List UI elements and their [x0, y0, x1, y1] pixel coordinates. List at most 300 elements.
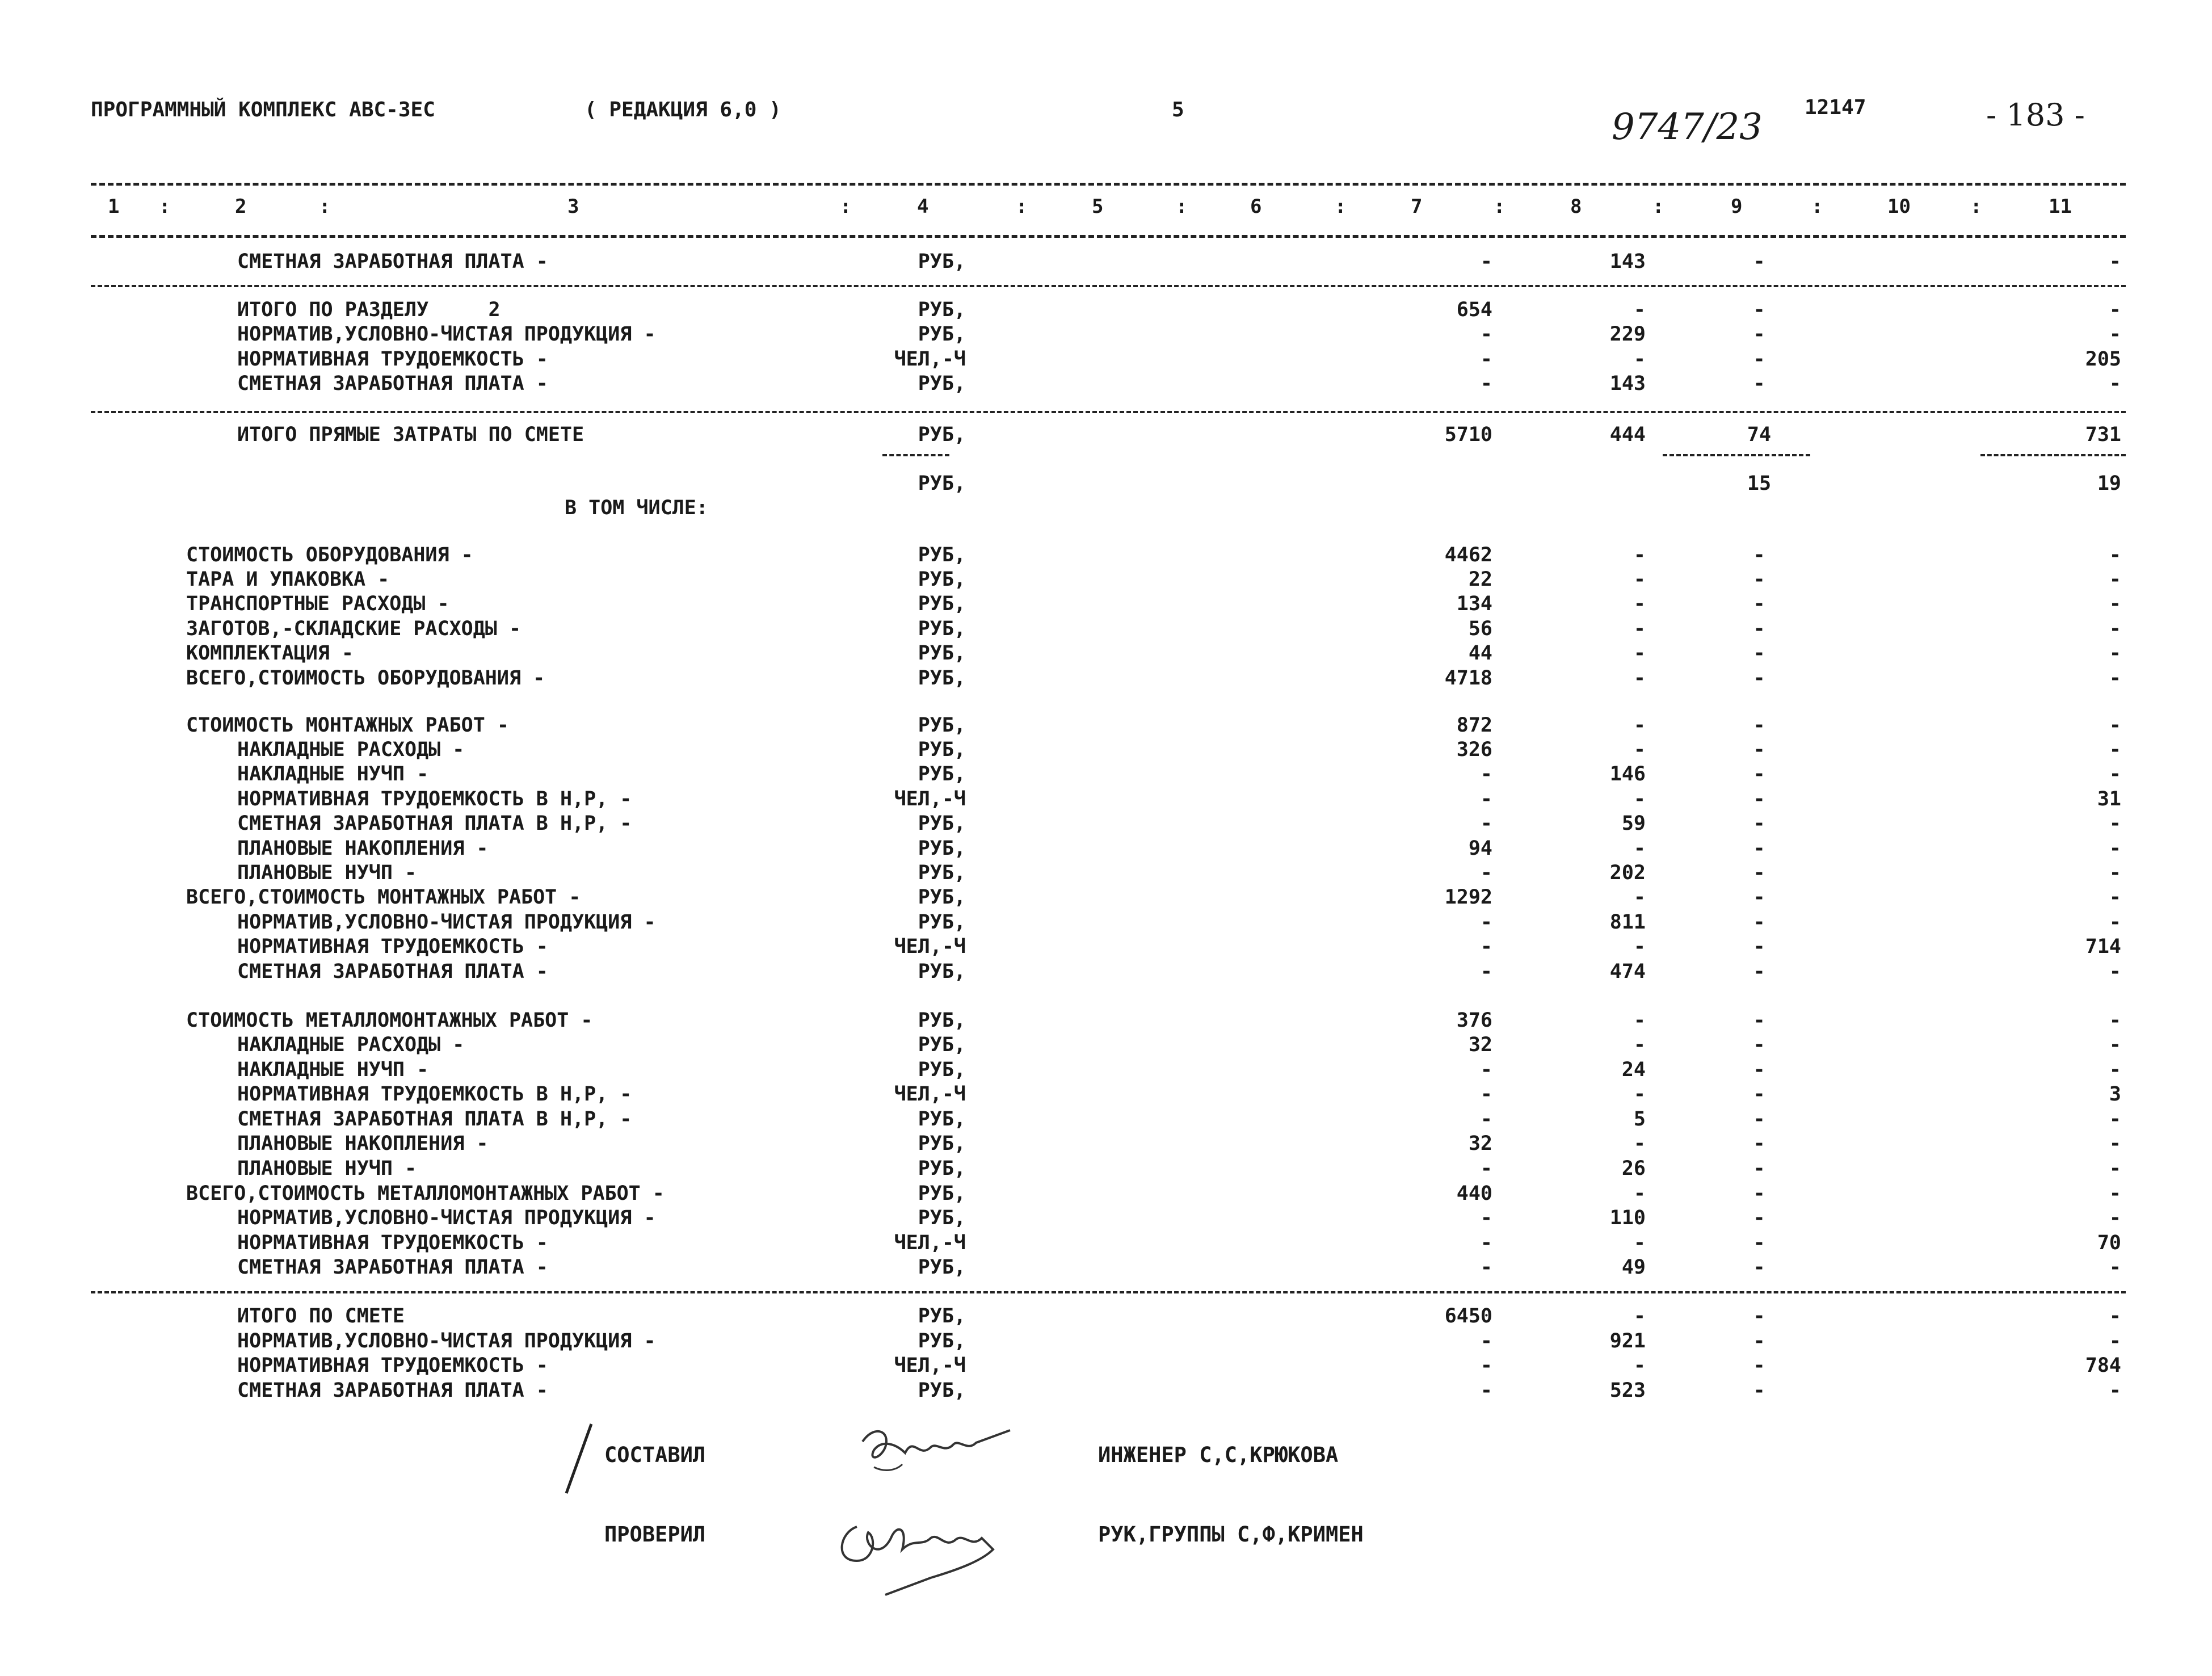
row-col-11: -	[2109, 911, 2121, 934]
row-col-11: -	[2109, 1182, 2121, 1205]
column-number: 10	[1887, 195, 1911, 218]
row-unit: РУБ,	[918, 1379, 966, 1402]
row-col-11: -	[2109, 960, 2121, 983]
row-unit: РУБ,	[918, 299, 966, 321]
row-col-9: -	[1753, 1182, 1765, 1205]
row-col-11: -	[2109, 642, 2121, 665]
table-row	[0, 543, 2212, 567]
column-number: 3	[567, 195, 579, 218]
row-label: ИТОГО ПО СМЕТЕ	[237, 1305, 405, 1328]
row-col-7: 440	[1456, 1182, 1492, 1205]
row-col-8: 202	[1609, 862, 1646, 884]
row-col-7: 376	[1456, 1009, 1492, 1032]
row-label: ПЛАНОВЫЕ НАКОПЛЕНИЯ -	[237, 837, 489, 860]
row-col-9: -	[1753, 862, 1765, 884]
row-unit: РУБ,	[918, 544, 966, 566]
row-col-8: 474	[1609, 960, 1646, 983]
row-col-8: -	[1633, 667, 1646, 690]
row-unit: ЧЕЛ,-Ч	[894, 348, 966, 371]
row-col-11: 714	[2085, 935, 2121, 958]
row-unit: РУБ,	[918, 1330, 966, 1352]
row-label: СМЕТНАЯ ЗАРАБОТНАЯ ПЛАТА -	[237, 372, 548, 395]
row-unit: РУБ,	[918, 911, 966, 934]
row-label: СМЕТНАЯ ЗАРАБОТНАЯ ПЛАТА -	[237, 1256, 548, 1279]
row-col-8: -	[1633, 788, 1646, 810]
row-label: ВСЕГО,СТОИМОСТЬ МОНТАЖНЫХ РАБОТ -	[186, 886, 581, 909]
table-row	[0, 1033, 2212, 1057]
row-col-7: 22	[1468, 568, 1492, 591]
row-label: СМЕТНАЯ ЗАРАБОТНАЯ ПЛАТА -	[237, 250, 548, 273]
row-unit: РУБ,	[918, 886, 966, 909]
table-row	[0, 298, 2212, 322]
row-col-11: -	[2109, 714, 2121, 737]
row-col-7: 6450	[1444, 1305, 1492, 1328]
row-col-11: 3	[2109, 1083, 2121, 1106]
row-col-8: -	[1633, 618, 1646, 640]
row-col-7: -	[1480, 862, 1492, 884]
row-label: ИТОГО ПО РАЗДЕЛУ 2	[237, 299, 501, 321]
row-col-9: -	[1753, 1157, 1765, 1180]
row-col-9: -	[1753, 1379, 1765, 1402]
table-row	[0, 1304, 2212, 1328]
row-label: НОРМАТИВ,УСЛОВНО-ЧИСТАЯ ПРОДУКЦИЯ -	[237, 1330, 656, 1352]
row-col-9: -	[1753, 1058, 1765, 1081]
table-row	[0, 423, 2212, 447]
column-separator: :	[1811, 195, 1823, 218]
table-row	[0, 787, 2212, 811]
header-bottom-rule	[91, 235, 2126, 238]
row-unit: РУБ,	[918, 738, 966, 761]
row-col-7: -	[1480, 1256, 1492, 1279]
row-col-8: -	[1633, 299, 1646, 321]
row-col-11: 31	[2097, 788, 2121, 810]
row-col-7: -	[1480, 1232, 1492, 1254]
row-col-11: -	[2109, 862, 2121, 884]
row-col-9: -	[1753, 299, 1765, 321]
row-label: НОРМАТИВНАЯ ТРУДОЕМКОСТЬ -	[237, 348, 548, 371]
row-col-11: 731	[2085, 423, 2121, 446]
row-label: СМЕТНАЯ ЗАРАБОТНАЯ ПЛАТА В Н,Р, -	[237, 812, 632, 835]
header-top-rule	[91, 183, 2126, 186]
row-col-8: -	[1633, 837, 1646, 860]
column-separator: :	[159, 195, 171, 218]
table-row	[0, 496, 2212, 520]
row-col-7: 32	[1468, 1132, 1492, 1155]
row-unit: РУБ,	[918, 1009, 966, 1032]
row-col-11: -	[2109, 1379, 2121, 1402]
row-col-8: -	[1633, 738, 1646, 761]
row-col-7: 1292	[1444, 886, 1492, 909]
row-col-9: -	[1753, 1009, 1765, 1032]
table-row	[0, 1329, 2212, 1353]
row-col-9: -	[1753, 1305, 1765, 1328]
row-col-7: 32	[1468, 1034, 1492, 1056]
row-col-8: -	[1633, 1354, 1646, 1377]
table-row	[0, 1206, 2212, 1230]
row-col-8: -	[1633, 1083, 1646, 1106]
row-col-7: -	[1480, 250, 1492, 273]
row-unit: ЧЕЛ,-Ч	[894, 1083, 966, 1106]
row-col-7: 134	[1456, 593, 1492, 615]
row-col-11: -	[2109, 323, 2121, 346]
sub-rule	[1663, 454, 1810, 456]
row-unit: ЧЕЛ,-Ч	[894, 1232, 966, 1254]
row-col-9: -	[1753, 593, 1765, 615]
column-number: 7	[1411, 195, 1423, 218]
row-col-11: -	[2109, 1330, 2121, 1352]
row-col-9: -	[1753, 788, 1765, 810]
row-col-7: -	[1480, 911, 1492, 934]
row-label: НАКЛАДНЫЕ РАСХОДЫ -	[237, 738, 465, 761]
row-label: В ТОМ ЧИСЛЕ:	[565, 497, 708, 519]
table-row	[0, 472, 2212, 495]
row-col-11: 19	[2097, 472, 2121, 495]
row-col-8: -	[1633, 348, 1646, 371]
section-rule	[91, 411, 2126, 413]
row-col-8: -	[1633, 1305, 1646, 1328]
row-col-9: -	[1753, 812, 1765, 835]
table-row	[0, 812, 2212, 835]
table-row	[0, 372, 2212, 396]
row-label: НАКЛАДНЫЕ РАСХОДЫ -	[237, 1034, 465, 1056]
row-col-9: -	[1753, 250, 1765, 273]
row-col-9: -	[1753, 642, 1765, 665]
row-col-9: -	[1753, 618, 1765, 640]
signature-checker	[823, 1498, 1027, 1601]
row-col-7: -	[1480, 1108, 1492, 1131]
table-row	[0, 347, 2212, 371]
column-separator: :	[1652, 195, 1664, 218]
row-col-11: 205	[2085, 348, 2121, 371]
table-row	[0, 1354, 2212, 1377]
row-col-11: -	[2109, 1157, 2121, 1180]
table-row	[0, 861, 2212, 885]
row-label: НОРМАТИВ,УСЛОВНО-ЧИСТАЯ ПРОДУКЦИЯ -	[237, 323, 656, 346]
row-col-7: -	[1480, 788, 1492, 810]
row-label: НОРМАТИВНАЯ ТРУДОЕМКОСТЬ В Н,Р, -	[237, 1083, 632, 1106]
row-col-8: -	[1633, 1232, 1646, 1254]
row-unit: РУБ,	[918, 1157, 966, 1180]
sub-rule	[882, 454, 949, 456]
row-label: СМЕТНАЯ ЗАРАБОТНАЯ ПЛАТА -	[237, 1379, 548, 1402]
row-unit: ЧЕЛ,-Ч	[894, 1354, 966, 1377]
row-col-9: -	[1753, 348, 1765, 371]
row-col-8: 143	[1609, 250, 1646, 273]
row-unit: РУБ,	[918, 960, 966, 983]
table-row	[0, 960, 2212, 984]
row-col-11: -	[2109, 372, 2121, 395]
edition-label: ( РЕДАКЦИЯ 6,0 )	[584, 98, 781, 121]
row-col-8: 26	[1621, 1157, 1646, 1180]
row-unit: РУБ,	[918, 250, 966, 273]
row-col-8: 110	[1609, 1207, 1646, 1229]
row-col-9: -	[1753, 323, 1765, 346]
row-col-11: -	[2109, 886, 2121, 909]
row-col-9: -	[1753, 372, 1765, 395]
section-rule	[91, 285, 2126, 287]
row-col-11: -	[2109, 667, 2121, 690]
row-unit: РУБ,	[918, 1256, 966, 1279]
row-col-9: 15	[1747, 472, 1772, 495]
row-col-8: 229	[1609, 323, 1646, 346]
table-row	[0, 1009, 2212, 1032]
row-unit: РУБ,	[918, 714, 966, 737]
row-unit: РУБ,	[918, 1058, 966, 1081]
handwritten-code: 9747/23	[1612, 106, 1763, 148]
row-col-7: 654	[1456, 299, 1492, 321]
row-col-11: -	[2109, 618, 2121, 640]
row-col-11: -	[2109, 1009, 2121, 1032]
table-row	[0, 1157, 2212, 1181]
row-col-7: -	[1480, 1207, 1492, 1229]
row-label: СМЕТНАЯ ЗАРАБОТНАЯ ПЛАТА -	[237, 960, 548, 983]
row-col-7: -	[1480, 812, 1492, 835]
signature-composer	[851, 1419, 1021, 1481]
row-col-9: -	[1753, 1232, 1765, 1254]
row-label: НОРМАТИВНАЯ ТРУДОЕМКОСТЬ -	[237, 935, 548, 958]
row-col-9: -	[1753, 960, 1765, 983]
row-col-9: -	[1753, 763, 1765, 786]
table-row	[0, 1132, 2212, 1156]
column-separator: :	[840, 195, 852, 218]
row-col-8: -	[1633, 1182, 1646, 1205]
row-col-7: -	[1480, 1354, 1492, 1377]
row-col-7: 4718	[1444, 667, 1492, 690]
column-number: 5	[1092, 195, 1104, 218]
row-unit: РУБ,	[918, 472, 966, 495]
row-unit: РУБ,	[918, 837, 966, 860]
row-col-9: -	[1753, 1132, 1765, 1155]
row-col-11: -	[2109, 593, 2121, 615]
row-col-11: -	[2109, 250, 2121, 273]
row-col-9: -	[1753, 1330, 1765, 1352]
row-col-9: -	[1753, 1108, 1765, 1131]
row-col-7: -	[1480, 1330, 1492, 1352]
row-label: ЗАГОТОВ,-СКЛАДСКИЕ РАСХОДЫ -	[186, 618, 522, 640]
row-col-11: 784	[2085, 1354, 2121, 1377]
table-row	[0, 1058, 2212, 1082]
table-row	[0, 910, 2212, 934]
row-label: ПЛАНОВЫЕ НУЧП -	[237, 1157, 417, 1180]
row-col-9: -	[1753, 935, 1765, 958]
row-col-9: -	[1753, 738, 1765, 761]
row-unit: РУБ,	[918, 618, 966, 640]
composed-by: ИНЖЕНЕР С,С,КРЮКОВА	[1098, 1443, 1339, 1467]
row-label: ИТОГО ПРЯМЫЕ ЗАТРАТЫ ПО СМЕТЕ	[237, 423, 584, 446]
table-row	[0, 1231, 2212, 1255]
row-col-11: -	[2109, 568, 2121, 591]
table-row	[0, 1182, 2212, 1205]
row-col-9: 74	[1747, 423, 1772, 446]
row-unit: РУБ,	[918, 862, 966, 884]
row-col-9: -	[1753, 544, 1765, 566]
column-number: 2	[235, 195, 247, 218]
table-row	[0, 837, 2212, 860]
row-unit: РУБ,	[918, 1034, 966, 1056]
row-label: ПЛАНОВЫЕ НУЧП -	[237, 862, 417, 884]
row-label: СТОИМОСТЬ МЕТАЛЛОМОНТАЖНЫХ РАБОТ -	[186, 1009, 593, 1032]
row-unit: РУБ,	[918, 667, 966, 690]
row-col-9: -	[1753, 1034, 1765, 1056]
row-unit: ЧЕЛ,-Ч	[894, 788, 966, 810]
table-row	[0, 713, 2212, 737]
row-col-7: 872	[1456, 714, 1492, 737]
row-col-9: -	[1753, 886, 1765, 909]
column-number: 1	[108, 195, 120, 218]
row-label: ВСЕГО,СТОИМОСТЬ МЕТАЛЛОМОНТАЖНЫХ РАБОТ -	[186, 1182, 665, 1205]
page-number: 5	[1172, 98, 1184, 121]
row-col-8: -	[1633, 886, 1646, 909]
row-label: НОРМАТИВ,УСЛОВНО-ЧИСТАЯ ПРОДУКЦИЯ -	[237, 911, 656, 934]
row-col-9: -	[1753, 1207, 1765, 1229]
row-label: НОРМАТИВНАЯ ТРУДОЕМКОСТЬ -	[237, 1232, 548, 1254]
table-row	[0, 568, 2212, 591]
column-separator: :	[1494, 195, 1505, 218]
row-col-8: -	[1633, 642, 1646, 665]
row-unit: ЧЕЛ,-Ч	[894, 935, 966, 958]
doc-number: 12147	[1805, 96, 1866, 119]
row-col-9: -	[1753, 911, 1765, 934]
row-unit: РУБ,	[918, 372, 966, 395]
column-separator: :	[1016, 195, 1028, 218]
row-unit: РУБ,	[918, 1207, 966, 1229]
row-col-8: 921	[1609, 1330, 1646, 1352]
row-col-8: 59	[1621, 812, 1646, 835]
row-col-11: -	[2109, 1132, 2121, 1155]
column-number: 6	[1250, 195, 1262, 218]
row-col-7: -	[1480, 960, 1492, 983]
row-col-7: -	[1480, 372, 1492, 395]
row-col-11: 70	[2097, 1232, 2121, 1254]
table-row	[0, 250, 2212, 274]
row-label: СМЕТНАЯ ЗАРАБОТНАЯ ПЛАТА В Н,Р, -	[237, 1108, 632, 1131]
program-title: ПРОГРАММНЫЙ КОМПЛЕКС АВС-3ЕС	[91, 98, 435, 121]
slash-mark	[562, 1422, 596, 1496]
row-col-8: -	[1633, 1009, 1646, 1032]
table-row	[0, 322, 2212, 346]
row-unit: РУБ,	[918, 423, 966, 446]
table-row	[0, 1107, 2212, 1131]
row-col-8: -	[1633, 935, 1646, 958]
row-col-7: -	[1480, 323, 1492, 346]
row-unit: РУБ,	[918, 812, 966, 835]
row-label: ВСЕГО,СТОИМОСТЬ ОБОРУДОВАНИЯ -	[186, 667, 545, 690]
row-col-7: 94	[1468, 837, 1492, 860]
row-col-11: -	[2109, 837, 2121, 860]
row-col-9: -	[1753, 1256, 1765, 1279]
row-col-11: -	[2109, 1305, 2121, 1328]
composed-label: СОСТАВИЛ	[604, 1443, 706, 1467]
row-col-11: -	[2109, 1256, 2121, 1279]
row-col-11: -	[2109, 1058, 2121, 1081]
row-unit: РУБ,	[918, 642, 966, 665]
row-col-11: -	[2109, 763, 2121, 786]
row-col-11: -	[2109, 544, 2121, 566]
table-row	[0, 738, 2212, 762]
row-col-8: 146	[1609, 763, 1646, 786]
checked-by: РУК,ГРУППЫ С,Ф,КРИМЕН	[1098, 1522, 1364, 1547]
row-col-7: -	[1480, 763, 1492, 786]
column-number: 9	[1731, 195, 1743, 218]
row-col-7: -	[1480, 1379, 1492, 1402]
row-label: КОМПЛЕКТАЦИЯ -	[186, 642, 354, 665]
row-label: ТРАНСПОРТНЫЕ РАСХОДЫ -	[186, 593, 449, 615]
row-unit: РУБ,	[918, 593, 966, 615]
column-separator: :	[1176, 195, 1188, 218]
row-label: СТОИМОСТЬ ОБОРУДОВАНИЯ -	[186, 544, 473, 566]
column-number: 8	[1570, 195, 1582, 218]
row-unit: РУБ,	[918, 1305, 966, 1328]
sub-rule	[1980, 454, 2126, 456]
table-row	[0, 617, 2212, 641]
row-col-11: -	[2109, 1034, 2121, 1056]
row-col-7: 44	[1468, 642, 1492, 665]
row-unit: РУБ,	[918, 323, 966, 346]
row-col-8: -	[1633, 1132, 1646, 1155]
row-col-11: -	[2109, 299, 2121, 321]
column-number: 11	[2049, 195, 2072, 218]
row-col-7: -	[1480, 1058, 1492, 1081]
table-row	[0, 666, 2212, 690]
row-col-8: 24	[1621, 1058, 1646, 1081]
row-col-8: 49	[1621, 1256, 1646, 1279]
sheet-number: - 183 -	[1986, 97, 2085, 133]
row-col-8: -	[1633, 568, 1646, 591]
row-col-7: -	[1480, 1083, 1492, 1106]
row-unit: РУБ,	[918, 1182, 966, 1205]
table-row	[0, 1255, 2212, 1279]
row-label: НОРМАТИВ,УСЛОВНО-ЧИСТАЯ ПРОДУКЦИЯ -	[237, 1207, 656, 1229]
row-col-11: -	[2109, 1207, 2121, 1229]
row-unit: РУБ,	[918, 568, 966, 591]
row-col-7: -	[1480, 935, 1492, 958]
row-col-11: -	[2109, 1108, 2121, 1131]
row-label: НОРМАТИВНАЯ ТРУДОЕМКОСТЬ -	[237, 1354, 548, 1377]
row-label: ПЛАНОВЫЕ НАКОПЛЕНИЯ -	[237, 1132, 489, 1155]
row-unit: РУБ,	[918, 1132, 966, 1155]
row-col-9: -	[1753, 837, 1765, 860]
checked-label: ПРОВЕРИЛ	[604, 1522, 706, 1547]
row-col-9: -	[1753, 1354, 1765, 1377]
table-row	[0, 935, 2212, 959]
column-separator: :	[1970, 195, 1982, 218]
row-col-9: -	[1753, 667, 1765, 690]
row-col-8: -	[1633, 544, 1646, 566]
row-col-9: -	[1753, 714, 1765, 737]
row-col-9: -	[1753, 568, 1765, 591]
row-col-8: -	[1633, 714, 1646, 737]
table-row	[0, 641, 2212, 665]
row-col-8: 5	[1633, 1108, 1646, 1131]
row-unit: РУБ,	[918, 763, 966, 786]
row-col-7: 5710	[1444, 423, 1492, 446]
table-row	[0, 762, 2212, 786]
section-rule	[91, 1291, 2126, 1293]
row-col-7: 4462	[1444, 544, 1492, 566]
row-label: НАКЛАДНЫЕ НУЧП -	[237, 1058, 429, 1081]
row-col-11: -	[2109, 738, 2121, 761]
row-label: НОРМАТИВНАЯ ТРУДОЕМКОСТЬ В Н,Р, -	[237, 788, 632, 810]
row-col-8: -	[1633, 1034, 1646, 1056]
row-col-7: 326	[1456, 738, 1492, 761]
row-col-7: -	[1480, 348, 1492, 371]
column-separator: :	[1335, 195, 1347, 218]
table-row	[0, 885, 2212, 909]
column-separator: :	[319, 195, 331, 218]
row-label: НАКЛАДНЫЕ НУЧП -	[237, 763, 429, 786]
table-row	[0, 592, 2212, 616]
row-col-9: -	[1753, 1083, 1765, 1106]
